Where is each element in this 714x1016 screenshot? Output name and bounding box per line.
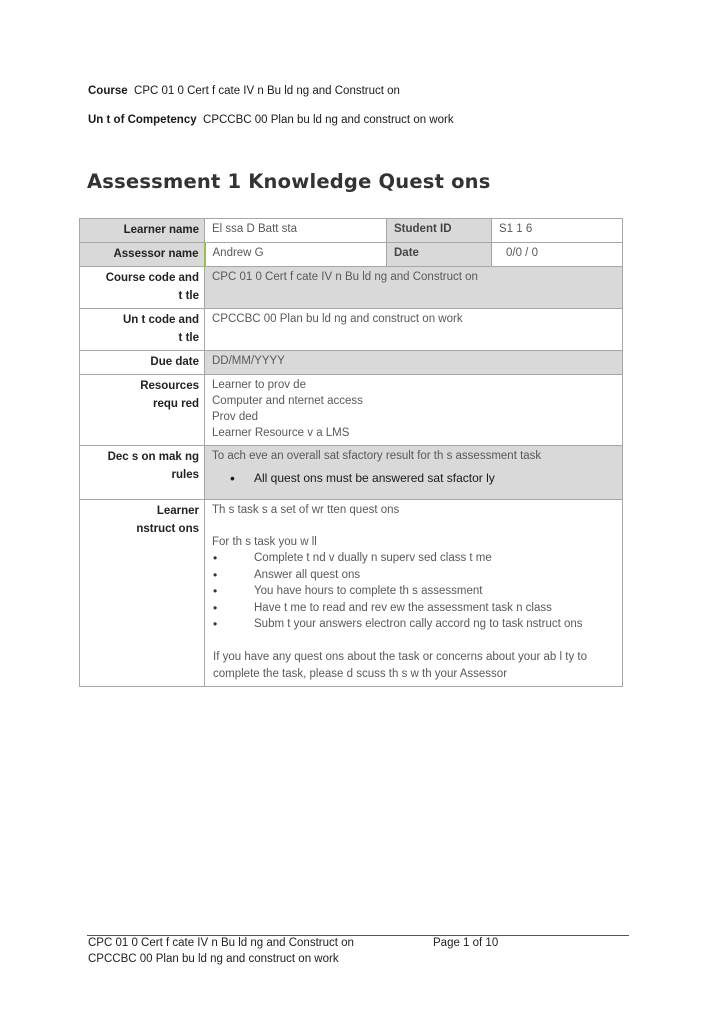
footer-page-number: Page 1 of 10 <box>433 937 499 949</box>
footer-course: CPC 01 0 Cert f cate IV n Bu ld ng and Construct on <box>88 937 354 949</box>
date-field[interactable]: 0/0 / 0 <box>492 243 623 267</box>
resources-item: Learner to prov de <box>212 379 306 391</box>
instructions-intro: Th s task s a set of wr tten quest ons <box>212 504 400 516</box>
student-id-label: Student ID <box>394 223 452 235</box>
resources-item: Computer and nternet access <box>212 395 363 407</box>
decision-rules-item: • All quest ons must be answered sat sfactor ly <box>212 470 616 486</box>
course-code-value: CPC 01 0 Cert f cate IV n Bu ld ng and Construct on <box>205 267 623 309</box>
unit-code-label: Un t code and t tle <box>80 309 205 351</box>
unit-code-value: CPCCBC 00 Plan bu ld ng and construct on work <box>205 309 623 351</box>
learner-instructions-label: Learner nstruct ons <box>80 500 205 687</box>
instructions-item: • Answer all quest ons <box>212 567 616 584</box>
unit-header-label: Un t of Competency <box>88 114 197 126</box>
assessor-name-label: Assessor name <box>80 243 205 267</box>
decision-rules-label: Dec s on mak ng rules <box>80 446 205 500</box>
due-date-label: Due date <box>80 351 205 375</box>
resources-item: Learner Resource v a LMS <box>212 427 350 439</box>
page-title: Assessment 1 Knowledge Quest ons <box>87 170 491 193</box>
resources-item: Prov ded <box>212 411 259 423</box>
date-label: Date <box>394 247 419 259</box>
learner-name-label: Learner name <box>80 219 205 243</box>
instructions-item: • Subm t your answers electron cally accord ng to task nstruct ons <box>212 616 616 633</box>
learner-name-field[interactable]: El ssa D Batt sta <box>205 219 387 243</box>
course-code-label: Course code and t tle <box>80 267 205 309</box>
course-header-value: CPC 01 0 Cert f cate IV n Bu ld ng and Construct on <box>134 85 400 97</box>
course-header-label: Course <box>88 85 128 97</box>
learner-instructions-value <box>205 500 623 687</box>
decision-rules-value <box>205 446 623 500</box>
unit-header <box>88 114 454 126</box>
instructions-item: • You have hours to complete th s assessment <box>212 583 616 600</box>
instructions-item: • Have t me to read and rev ew the assessment task n class <box>212 600 616 617</box>
instructions-for: For th s task you w ll <box>212 536 317 548</box>
decision-rules-intro: To ach eve an overall sat sfactory result for th s assessment task <box>212 450 542 462</box>
course-header <box>88 85 400 97</box>
assessment-cover-table <box>79 218 623 687</box>
assessor-name-field[interactable]: Andrew G <box>205 243 387 267</box>
footer-unit: CPCCBC 00 Plan bu ld ng and construct on work <box>88 953 339 965</box>
resources-list <box>205 375 623 446</box>
resources-label: Resources requ red <box>80 375 205 446</box>
instructions-note: If you have any quest ons about the task or concerns about your ab l ty to complete the task, please d scuss th s w th your Assessor <box>213 650 587 680</box>
due-date-value: DD/MM/YYYY <box>205 351 623 375</box>
footer-divider <box>87 935 629 936</box>
student-id-field[interactable]: S1 1 6 <box>492 219 623 243</box>
instructions-list <box>212 550 616 633</box>
unit-header-value: CPCCBC 00 Plan bu ld ng and construct on work <box>203 114 454 126</box>
decision-rules-list <box>212 470 616 486</box>
instructions-item: • Complete t nd v dually n superv sed class t me <box>212 550 616 567</box>
